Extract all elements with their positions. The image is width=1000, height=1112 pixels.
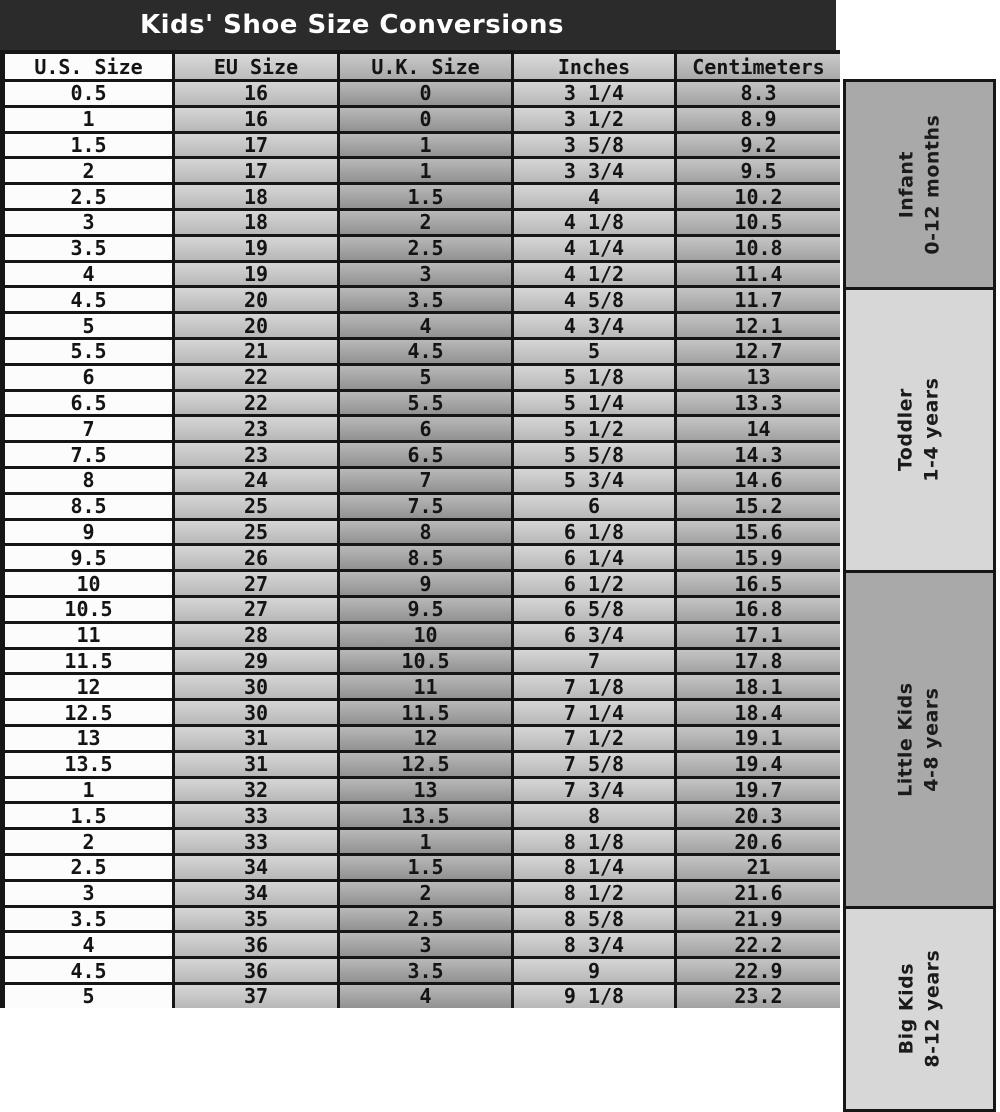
cell-inches: 5 1/8 bbox=[514, 366, 674, 389]
cell-eu-size: 37 bbox=[175, 985, 337, 1008]
age-group-infant-label: Infant 0-12 months bbox=[894, 114, 943, 255]
cell-uk-size: 12 bbox=[340, 727, 511, 750]
cell-eu-size: 23 bbox=[175, 417, 337, 440]
cell-inches: 8 5/8 bbox=[514, 908, 674, 931]
cell-inches: 4 5/8 bbox=[514, 288, 674, 311]
cell-uk-size: 1.5 bbox=[340, 185, 511, 208]
age-group-toddler-label: Toddler 1-4 years bbox=[894, 377, 943, 483]
cell-uk-size: 1 bbox=[340, 830, 511, 853]
cell-uk-size: 1 bbox=[340, 159, 511, 182]
cell-centimeters: 11.4 bbox=[677, 263, 840, 286]
cell-uk-size: 6.5 bbox=[340, 443, 511, 466]
cell-inches: 4 1/8 bbox=[514, 211, 674, 234]
cell-uk-size: 0 bbox=[340, 108, 511, 131]
cell-inches: 7 1/4 bbox=[514, 701, 674, 724]
cell-inches: 8 1/4 bbox=[514, 856, 674, 879]
cell-centimeters: 15.2 bbox=[677, 495, 840, 518]
cell-inches: 8 1/8 bbox=[514, 830, 674, 853]
cell-centimeters: 18.1 bbox=[677, 675, 840, 698]
cell-uk-size: 2.5 bbox=[340, 908, 511, 931]
cell-centimeters: 15.9 bbox=[677, 546, 840, 569]
cell-centimeters: 21 bbox=[677, 856, 840, 879]
cell-uk-size: 13.5 bbox=[340, 804, 511, 827]
cell-centimeters: 12.7 bbox=[677, 340, 840, 363]
cell-inches: 5 bbox=[514, 340, 674, 363]
cell-uk-size: 1 bbox=[340, 134, 511, 157]
cell-eu-size: 27 bbox=[175, 572, 337, 595]
cell-uk-size: 12.5 bbox=[340, 753, 511, 776]
cell-centimeters: 21.6 bbox=[677, 882, 840, 905]
column-header-uk-size: U.K. Size bbox=[340, 54, 511, 79]
cell-us-size: 3 bbox=[5, 211, 172, 234]
cell-us-size: 1 bbox=[5, 779, 172, 802]
cell-centimeters: 10.2 bbox=[677, 185, 840, 208]
cell-inches: 7 5/8 bbox=[514, 753, 674, 776]
cell-uk-size: 8.5 bbox=[340, 546, 511, 569]
cell-us-size: 3.5 bbox=[5, 908, 172, 931]
cell-us-size: 3.5 bbox=[5, 237, 172, 260]
cell-us-size: 4.5 bbox=[5, 959, 172, 982]
cell-us-size: 9 bbox=[5, 521, 172, 544]
cell-eu-size: 24 bbox=[175, 469, 337, 492]
cell-centimeters: 10.8 bbox=[677, 237, 840, 260]
cell-uk-size: 0 bbox=[340, 82, 511, 105]
cell-centimeters: 14 bbox=[677, 417, 840, 440]
cell-uk-size: 4 bbox=[340, 314, 511, 337]
cell-eu-size: 19 bbox=[175, 263, 337, 286]
cell-us-size: 1.5 bbox=[5, 804, 172, 827]
cell-eu-size: 34 bbox=[175, 856, 337, 879]
cell-us-size: 12.5 bbox=[5, 701, 172, 724]
cell-us-size: 9.5 bbox=[5, 546, 172, 569]
cell-centimeters: 9.2 bbox=[677, 134, 840, 157]
cell-eu-size: 22 bbox=[175, 366, 337, 389]
cell-inches: 8 1/2 bbox=[514, 882, 674, 905]
cell-eu-size: 30 bbox=[175, 701, 337, 724]
cell-eu-size: 20 bbox=[175, 314, 337, 337]
cell-centimeters: 16.8 bbox=[677, 598, 840, 621]
cell-us-size: 2 bbox=[5, 830, 172, 853]
cell-centimeters: 12.1 bbox=[677, 314, 840, 337]
cell-eu-size: 26 bbox=[175, 546, 337, 569]
cell-centimeters: 13.3 bbox=[677, 392, 840, 415]
cell-uk-size: 13 bbox=[340, 779, 511, 802]
cell-centimeters: 14.6 bbox=[677, 469, 840, 492]
cell-uk-size: 2.5 bbox=[340, 237, 511, 260]
cell-inches: 6 bbox=[514, 495, 674, 518]
cell-uk-size: 3 bbox=[340, 263, 511, 286]
cell-inches: 8 bbox=[514, 804, 674, 827]
cell-us-size: 11 bbox=[5, 624, 172, 647]
age-group-big-kids-label: Big Kids 8-12 years bbox=[894, 950, 943, 1068]
cell-us-size: 7.5 bbox=[5, 443, 172, 466]
cell-centimeters: 19.1 bbox=[677, 727, 840, 750]
cell-uk-size: 5.5 bbox=[340, 392, 511, 415]
cell-centimeters: 19.7 bbox=[677, 779, 840, 802]
cell-inches: 8 3/4 bbox=[514, 933, 674, 956]
cell-centimeters: 8.3 bbox=[677, 82, 840, 105]
cell-us-size: 8 bbox=[5, 469, 172, 492]
cell-uk-size: 2 bbox=[340, 882, 511, 905]
cell-inches: 7 bbox=[514, 650, 674, 673]
cell-uk-size: 10.5 bbox=[340, 650, 511, 673]
cell-inches: 3 3/4 bbox=[514, 159, 674, 182]
column-header-us-size: U.S. Size bbox=[5, 54, 172, 79]
cell-centimeters: 19.4 bbox=[677, 753, 840, 776]
cell-centimeters: 10.5 bbox=[677, 211, 840, 234]
cell-inches: 5 1/2 bbox=[514, 417, 674, 440]
cell-centimeters: 23.2 bbox=[677, 985, 840, 1008]
age-group-big-kids bbox=[843, 906, 996, 1112]
cell-us-size: 0.5 bbox=[5, 82, 172, 105]
cell-inches: 4 1/4 bbox=[514, 237, 674, 260]
cell-inches: 4 bbox=[514, 185, 674, 208]
cell-inches: 5 3/4 bbox=[514, 469, 674, 492]
cell-eu-size: 16 bbox=[175, 82, 337, 105]
cell-inches: 3 5/8 bbox=[514, 134, 674, 157]
cell-inches: 9 bbox=[514, 959, 674, 982]
cell-inches: 4 1/2 bbox=[514, 263, 674, 286]
cell-eu-size: 19 bbox=[175, 237, 337, 260]
cell-us-size: 4 bbox=[5, 263, 172, 286]
cell-us-size: 1 bbox=[5, 108, 172, 131]
cell-eu-size: 32 bbox=[175, 779, 337, 802]
cell-inches: 6 3/4 bbox=[514, 624, 674, 647]
cell-centimeters: 18.4 bbox=[677, 701, 840, 724]
cell-eu-size: 35 bbox=[175, 908, 337, 931]
cell-eu-size: 31 bbox=[175, 753, 337, 776]
cell-inches: 6 1/2 bbox=[514, 572, 674, 595]
cell-centimeters: 13 bbox=[677, 366, 840, 389]
cell-centimeters: 15.6 bbox=[677, 521, 840, 544]
cell-uk-size: 11.5 bbox=[340, 701, 511, 724]
cell-uk-size: 3 bbox=[340, 933, 511, 956]
cell-us-size: 3 bbox=[5, 882, 172, 905]
cell-eu-size: 25 bbox=[175, 521, 337, 544]
cell-us-size: 6.5 bbox=[5, 392, 172, 415]
cell-inches: 5 5/8 bbox=[514, 443, 674, 466]
cell-eu-size: 30 bbox=[175, 675, 337, 698]
cell-eu-size: 34 bbox=[175, 882, 337, 905]
cell-centimeters: 17.1 bbox=[677, 624, 840, 647]
cell-uk-size: 8 bbox=[340, 521, 511, 544]
column-header-centimeters: Centimeters bbox=[677, 54, 840, 79]
cell-eu-size: 18 bbox=[175, 185, 337, 208]
cell-uk-size: 3.5 bbox=[340, 288, 511, 311]
cell-centimeters: 8.9 bbox=[677, 108, 840, 131]
cell-uk-size: 2 bbox=[340, 211, 511, 234]
cell-uk-size: 1.5 bbox=[340, 856, 511, 879]
cell-inches: 6 5/8 bbox=[514, 598, 674, 621]
cell-us-size: 5 bbox=[5, 314, 172, 337]
cell-eu-size: 36 bbox=[175, 959, 337, 982]
cell-eu-size: 17 bbox=[175, 134, 337, 157]
cell-eu-size: 29 bbox=[175, 650, 337, 673]
cell-eu-size: 31 bbox=[175, 727, 337, 750]
cell-centimeters: 14.3 bbox=[677, 443, 840, 466]
cell-us-size: 2 bbox=[5, 159, 172, 182]
column-header-inches: Inches bbox=[514, 54, 674, 79]
cell-uk-size: 10 bbox=[340, 624, 511, 647]
cell-inches: 3 1/4 bbox=[514, 82, 674, 105]
cell-eu-size: 25 bbox=[175, 495, 337, 518]
cell-inches: 6 1/8 bbox=[514, 521, 674, 544]
cell-inches: 9 1/8 bbox=[514, 985, 674, 1008]
cell-us-size: 10 bbox=[5, 572, 172, 595]
cell-uk-size: 4.5 bbox=[340, 340, 511, 363]
cell-uk-size: 6 bbox=[340, 417, 511, 440]
cell-eu-size: 16 bbox=[175, 108, 337, 131]
cell-uk-size: 9 bbox=[340, 572, 511, 595]
page-title: Kids' Shoe Size Conversions bbox=[140, 10, 564, 40]
age-group-little-kids-label: Little Kids 4-8 years bbox=[894, 682, 943, 797]
cell-eu-size: 21 bbox=[175, 340, 337, 363]
cell-eu-size: 28 bbox=[175, 624, 337, 647]
cell-uk-size: 5 bbox=[340, 366, 511, 389]
cell-uk-size: 4 bbox=[340, 985, 511, 1008]
cell-us-size: 2.5 bbox=[5, 185, 172, 208]
cell-inches: 7 1/2 bbox=[514, 727, 674, 750]
cell-us-size: 13.5 bbox=[5, 753, 172, 776]
cell-uk-size: 11 bbox=[340, 675, 511, 698]
title-bar bbox=[0, 0, 836, 50]
cell-inches: 3 1/2 bbox=[514, 108, 674, 131]
cell-uk-size: 7.5 bbox=[340, 495, 511, 518]
cell-centimeters: 9.5 bbox=[677, 159, 840, 182]
column-header-eu-size: EU Size bbox=[175, 54, 337, 79]
cell-uk-size: 9.5 bbox=[340, 598, 511, 621]
cell-uk-size: 7 bbox=[340, 469, 511, 492]
cell-us-size: 7 bbox=[5, 417, 172, 440]
cell-eu-size: 27 bbox=[175, 598, 337, 621]
cell-eu-size: 22 bbox=[175, 392, 337, 415]
cell-centimeters: 20.6 bbox=[677, 830, 840, 853]
cell-inches: 4 3/4 bbox=[514, 314, 674, 337]
cell-us-size: 5 bbox=[5, 985, 172, 1008]
cell-us-size: 4 bbox=[5, 933, 172, 956]
age-group-little-kids bbox=[843, 570, 996, 909]
cell-centimeters: 22.9 bbox=[677, 959, 840, 982]
cell-eu-size: 33 bbox=[175, 804, 337, 827]
age-group-toddler bbox=[843, 287, 996, 573]
cell-eu-size: 36 bbox=[175, 933, 337, 956]
cell-us-size: 5.5 bbox=[5, 340, 172, 363]
cell-eu-size: 23 bbox=[175, 443, 337, 466]
cell-uk-size: 3.5 bbox=[340, 959, 511, 982]
cell-inches: 7 1/8 bbox=[514, 675, 674, 698]
cell-us-size: 8.5 bbox=[5, 495, 172, 518]
cell-centimeters: 21.9 bbox=[677, 908, 840, 931]
cell-eu-size: 18 bbox=[175, 211, 337, 234]
cell-us-size: 12 bbox=[5, 675, 172, 698]
cell-us-size: 1.5 bbox=[5, 134, 172, 157]
cell-us-size: 4.5 bbox=[5, 288, 172, 311]
cell-centimeters: 16.5 bbox=[677, 572, 840, 595]
cell-eu-size: 33 bbox=[175, 830, 337, 853]
cell-eu-size: 20 bbox=[175, 288, 337, 311]
cell-inches: 5 1/4 bbox=[514, 392, 674, 415]
cell-us-size: 13 bbox=[5, 727, 172, 750]
cell-centimeters: 20.3 bbox=[677, 804, 840, 827]
cell-us-size: 11.5 bbox=[5, 650, 172, 673]
cell-us-size: 6 bbox=[5, 366, 172, 389]
cell-centimeters: 17.8 bbox=[677, 650, 840, 673]
cell-inches: 7 3/4 bbox=[514, 779, 674, 802]
cell-centimeters: 22.2 bbox=[677, 933, 840, 956]
age-group-infant bbox=[843, 79, 996, 290]
cell-us-size: 10.5 bbox=[5, 598, 172, 621]
cell-inches: 6 1/4 bbox=[514, 546, 674, 569]
shoe-size-conversion-table bbox=[0, 50, 840, 1008]
cell-centimeters: 11.7 bbox=[677, 288, 840, 311]
cell-us-size: 2.5 bbox=[5, 856, 172, 879]
cell-eu-size: 17 bbox=[175, 159, 337, 182]
